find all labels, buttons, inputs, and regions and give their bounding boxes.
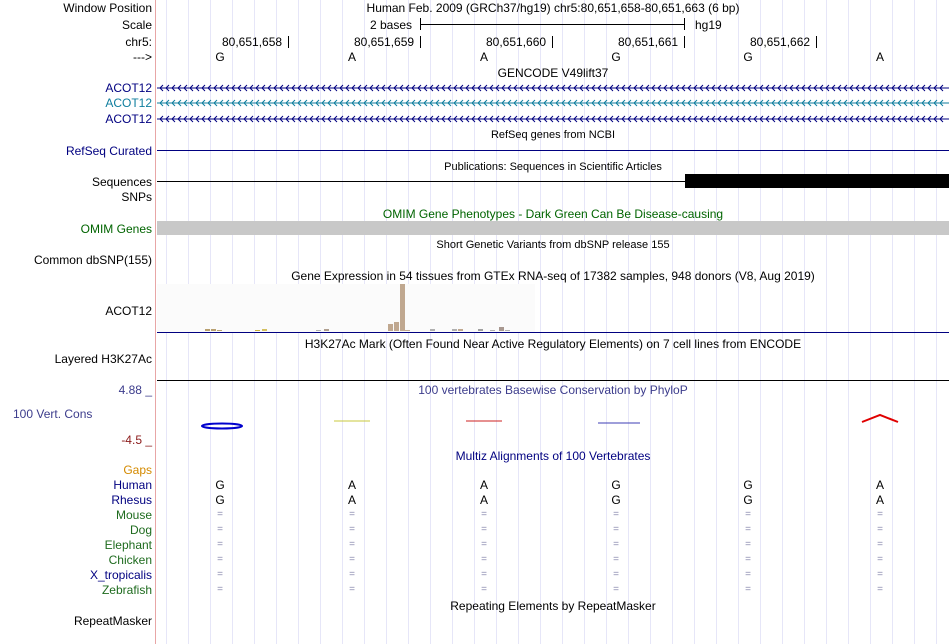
alignment-base: =	[481, 539, 487, 550]
alignment-base: =	[349, 584, 355, 595]
ref-base-4: G	[611, 50, 621, 64]
chr-label: chr5:	[125, 35, 152, 49]
alignment-base: =	[349, 539, 355, 550]
gencode-track-title: GENCODE V49lift37	[497, 66, 609, 80]
gencode-row-label-1[interactable]: ACOT12	[105, 81, 152, 95]
alignment-base: A	[875, 478, 884, 492]
alignment-base: =	[217, 524, 223, 535]
coord-tick-5: 80,651,662	[750, 35, 811, 49]
alignment-base: A	[347, 493, 356, 507]
alignment-base: G	[611, 493, 621, 507]
gencode-row-label-2[interactable]: ACOT12	[105, 96, 152, 110]
refseq-label[interactable]: RefSeq Curated	[65, 144, 152, 158]
alignment-base: =	[745, 539, 751, 550]
scale-bar-text: 2 bases	[370, 18, 413, 32]
species-label[interactable]: Mouse	[115, 508, 152, 522]
alignment-base: =	[481, 569, 487, 580]
alignment-base: =	[745, 509, 751, 520]
alignment-base: G	[611, 478, 621, 492]
coord-tick-3: 80,651,660	[486, 35, 547, 49]
h3k27ac-label[interactable]: Layered H3K27Ac	[54, 352, 152, 366]
ref-base-5: G	[743, 50, 753, 64]
alignment-base: =	[877, 509, 883, 520]
alignment-base: =	[745, 584, 751, 595]
ref-base-1: G	[215, 50, 225, 64]
alignment-base: =	[481, 509, 487, 520]
alignment-base: =	[877, 554, 883, 565]
window-position-label: Window Position	[63, 1, 152, 15]
refseq-track-title: RefSeq genes from NCBI	[490, 129, 616, 141]
ref-base-3: A	[479, 50, 488, 64]
dbsnp-label[interactable]: Common dbSNP(155)	[33, 253, 152, 267]
species-label[interactable]: Elephant	[104, 538, 152, 552]
alignment-base: =	[877, 569, 883, 580]
publications-track-title: Publications: Sequences in Scientific Articles	[444, 161, 662, 173]
conservation-track-title: 100 vertebrates Basewise Conservation by PhyloP	[418, 383, 688, 397]
repeatmasker-track-title: Repeating Elements by RepeatMasker	[450, 599, 656, 613]
alignment-base: =	[877, 539, 883, 550]
alignment-base: A	[479, 478, 488, 492]
window-position-value: Human Feb. 2009 (GRCh37/hg19) chr5:80,651,658-80,651,663 (6 bp)	[366, 1, 740, 15]
multiz-track-title: Multiz Alignments of 100 Vertebrates	[455, 449, 651, 463]
conservation-max-label: 4.88 _	[118, 383, 152, 397]
alignment-base: G	[215, 493, 225, 507]
species-label[interactable]: Human	[113, 478, 152, 492]
gtex-label[interactable]: ACOT12	[105, 304, 152, 318]
alignment-base: =	[217, 584, 223, 595]
coord-tick-2: 80,651,659	[354, 35, 415, 49]
alignment-base: =	[217, 569, 223, 580]
alignment-base: =	[349, 569, 355, 580]
alignment-base: =	[481, 554, 487, 565]
snps-label[interactable]: SNPs	[121, 190, 152, 204]
conservation-mark-6	[862, 415, 898, 422]
ref-base-6: A	[875, 50, 884, 64]
alignment-base: =	[613, 524, 619, 535]
h3k27ac-track-title: H3K27Ac Mark (Often Found Near Active Regulatory Elements) on 7 cell lines from ENCODE	[304, 337, 802, 351]
alignment-base: =	[217, 539, 223, 550]
scale-label: Scale	[121, 18, 152, 32]
coord-tick-1: 80,651,658	[222, 35, 283, 49]
species-label[interactable]: Dog	[129, 523, 152, 537]
alignment-base: =	[877, 524, 883, 535]
alignment-base: =	[745, 524, 751, 535]
alignment-base: =	[349, 554, 355, 565]
alignment-base: =	[613, 554, 619, 565]
species-label[interactable]: X_tropicalis	[89, 568, 152, 582]
omim-track-title: OMIM Gene Phenotypes - Dark Green Can Be Disease-causing	[382, 207, 724, 221]
alignment-base: G	[743, 493, 753, 507]
alignment-base: =	[613, 509, 619, 520]
multiz-gaps-label[interactable]: Gaps	[123, 463, 152, 477]
omim-label[interactable]: OMIM Genes	[80, 222, 152, 236]
alignment-base: =	[217, 554, 223, 565]
conservation-min-label: -4.5 _	[121, 433, 152, 447]
publications-label[interactable]: Sequences	[91, 175, 152, 189]
alignment-base: =	[613, 584, 619, 595]
alignment-base: A	[347, 478, 356, 492]
alignment-base: =	[481, 584, 487, 595]
repeatmasker-label[interactable]: RepeatMasker	[73, 614, 152, 628]
alignment-base: G	[215, 478, 225, 492]
alignment-base: =	[745, 569, 751, 580]
alignment-base: =	[877, 584, 883, 595]
coord-tick-4: 80,651,661	[618, 35, 679, 49]
species-label[interactable]: Rhesus	[111, 493, 152, 507]
gencode-row-label-3[interactable]: ACOT12	[105, 112, 152, 126]
alignment-base: A	[875, 493, 884, 507]
strand-label: --->	[133, 50, 152, 64]
alignment-base: A	[479, 493, 488, 507]
alignment-base: G	[743, 478, 753, 492]
species-label[interactable]: Chicken	[108, 553, 152, 567]
dbsnp-track-title: Short Genetic Variants from dbSNP release 155	[436, 239, 670, 251]
conservation-label[interactable]: 100 Vert. Cons	[13, 407, 93, 421]
gtex-track-title: Gene Expression in 54 tissues from GTEx RNA-seq of 17382 samples, 948 donors (V8, Aug 2019)	[291, 269, 815, 283]
ref-base-2: A	[347, 50, 356, 64]
alignment-base: =	[481, 524, 487, 535]
alignment-base: =	[613, 569, 619, 580]
alignment-base: =	[349, 509, 355, 520]
alignment-base: =	[613, 539, 619, 550]
alignment-base: =	[745, 554, 751, 565]
scale-assembly: hg19	[695, 18, 722, 32]
conservation-mark-1	[202, 424, 242, 429]
alignment-base: =	[349, 524, 355, 535]
alignment-base: =	[217, 509, 223, 520]
species-label[interactable]: Zebrafish	[101, 583, 152, 597]
